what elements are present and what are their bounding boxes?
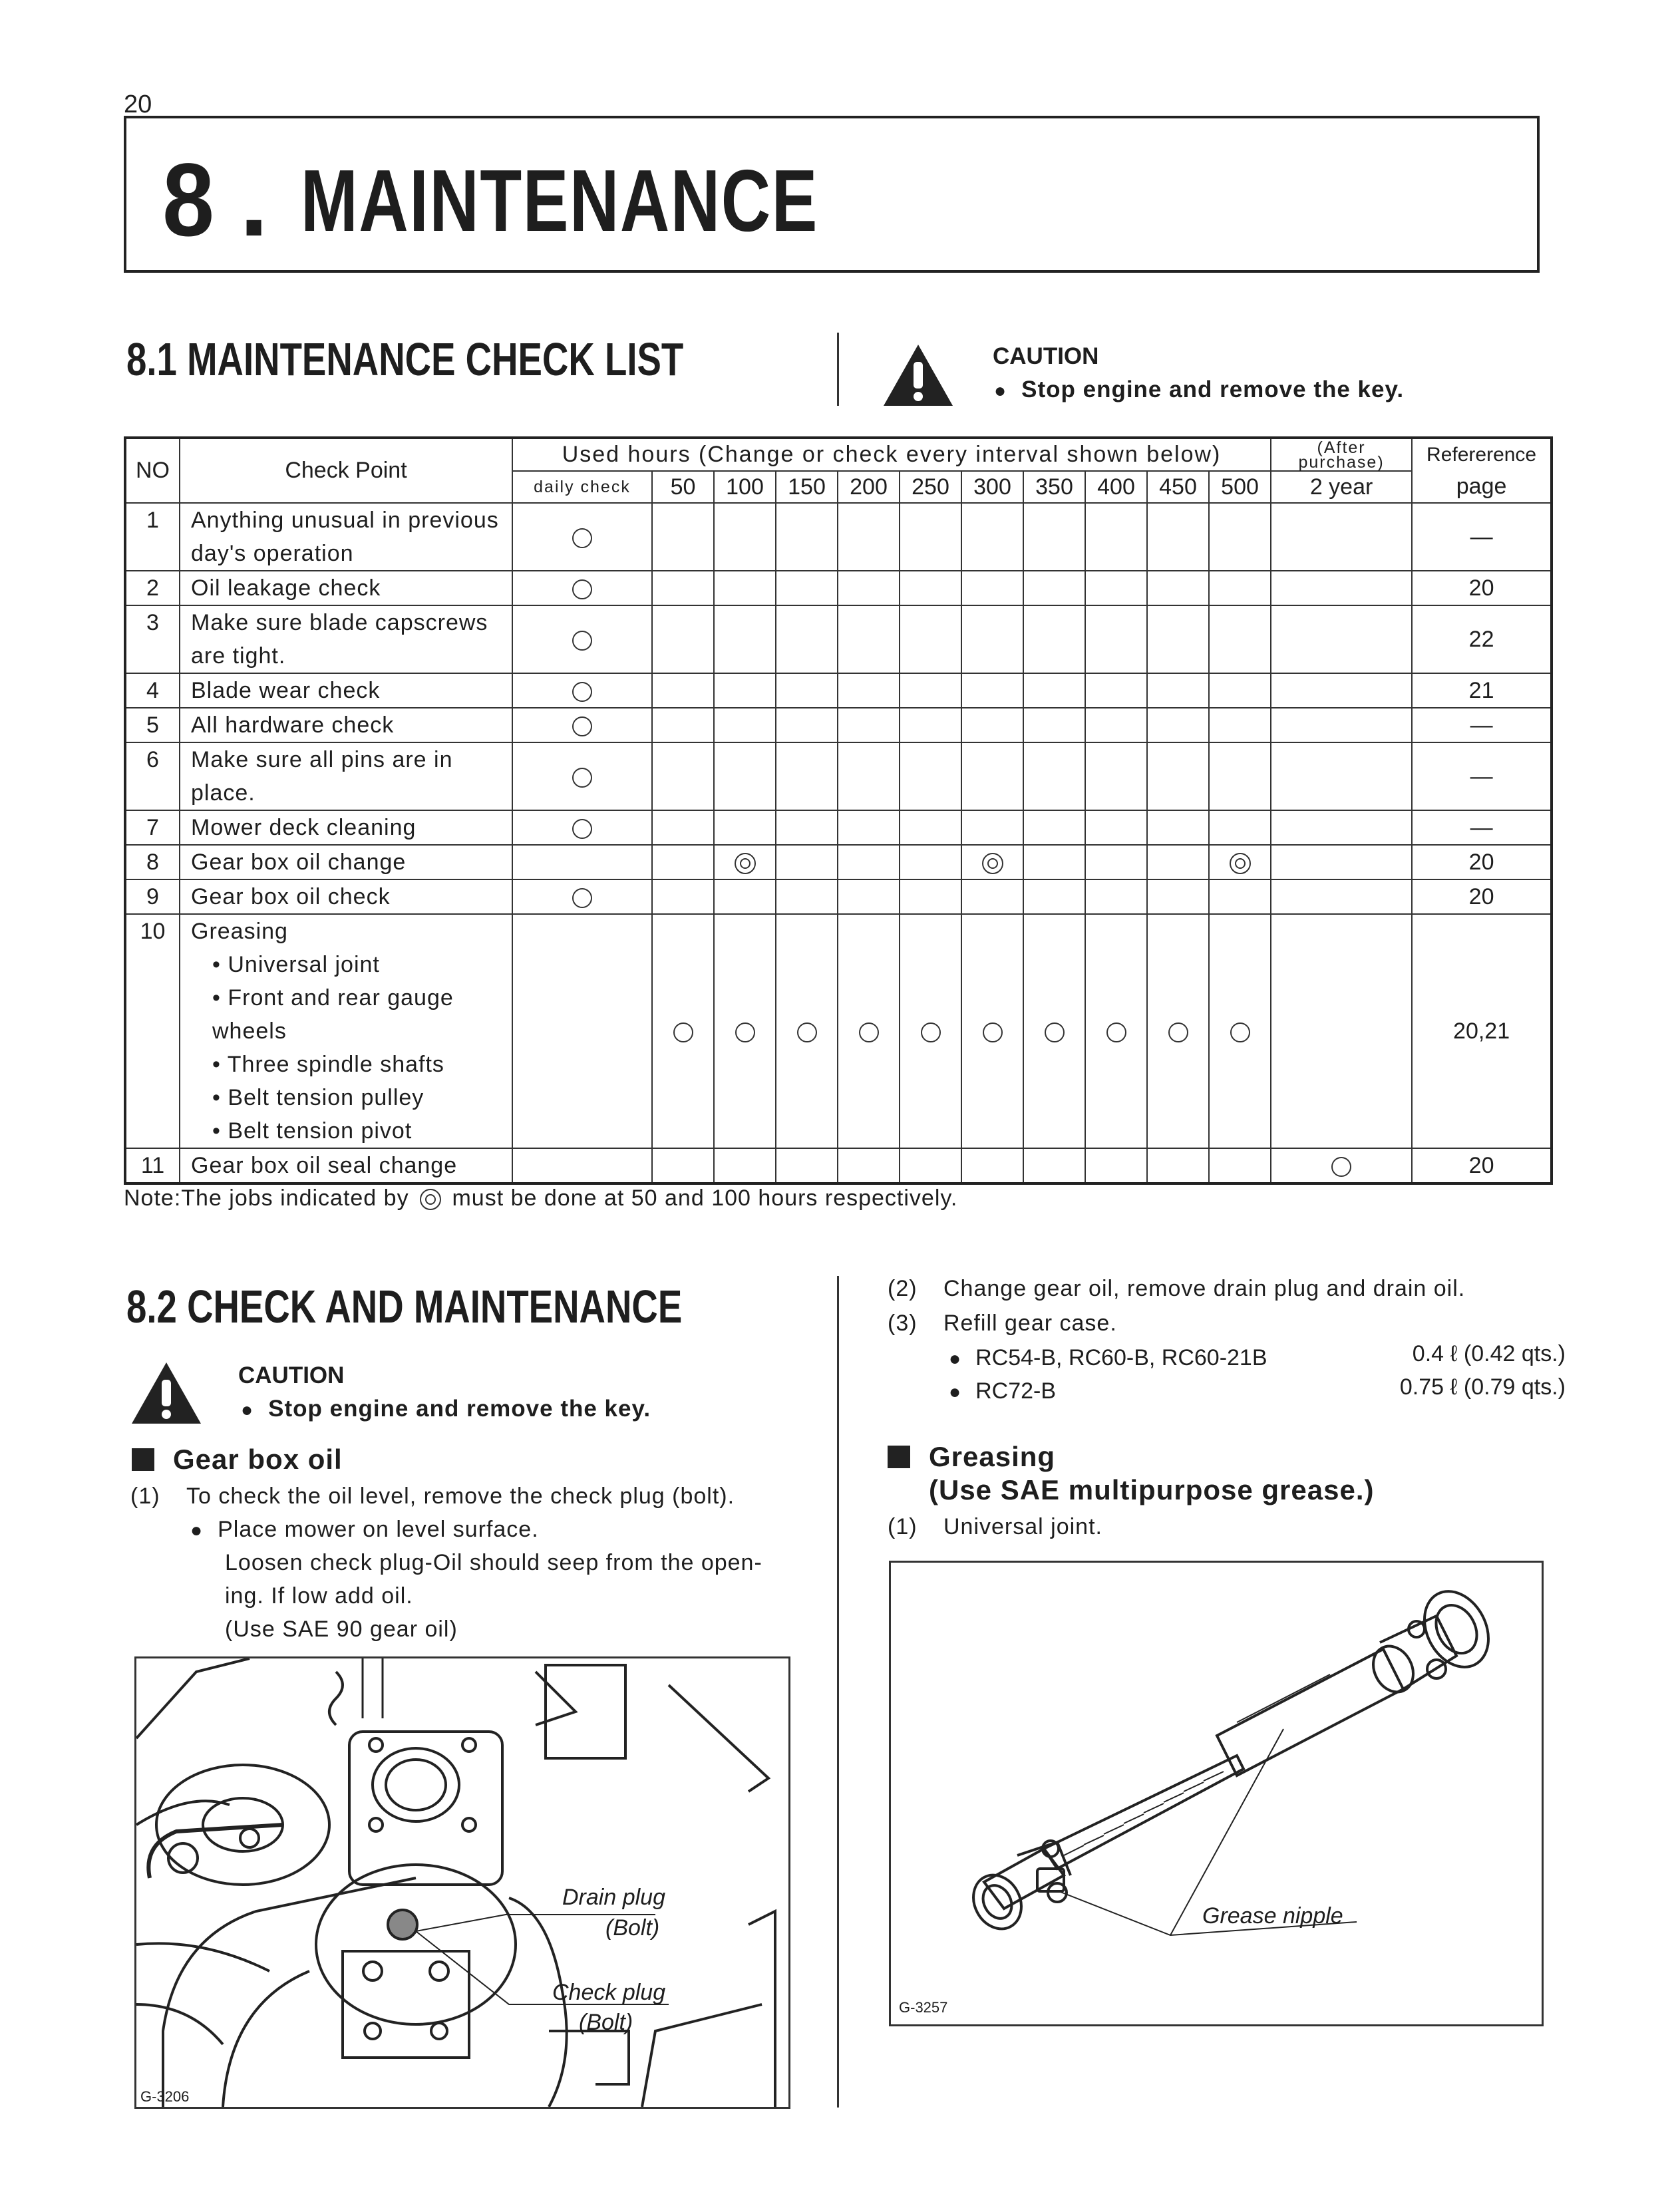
step-3-number: (3) [888, 1311, 918, 1336]
step-1-line: ing. If low add oil. [225, 1583, 413, 1609]
row-check-point: Gear box oil check [180, 879, 512, 914]
refill-model: ● RC72-B [949, 1378, 1056, 1404]
row-ref: 21 [1412, 673, 1552, 708]
check-mark [921, 1022, 941, 1042]
chapter-title: MAINTENANCE [301, 152, 818, 249]
step-1-line: Loosen check plug-Oil should seep from the open- [225, 1550, 762, 1575]
header-reference: Refererence [1412, 438, 1552, 471]
header-hour: 500 [1209, 471, 1271, 503]
note-prefix: Note:The jobs indicated by [124, 1185, 409, 1211]
header-used-hours: Used hours (Change or check every interval shown below) [512, 438, 1271, 471]
row-no: 6 [125, 742, 180, 810]
row-ref: — [1412, 503, 1552, 571]
step-2-number: (2) [888, 1276, 918, 1301]
step-1-number: (1) [130, 1484, 160, 1509]
header-no: NO [125, 438, 180, 503]
header-hour: 150 [776, 471, 838, 503]
figure-code: G-3257 [899, 1999, 948, 2016]
check-plug-label: Check plug [552, 1980, 666, 2005]
grease-1-number: (1) [888, 1514, 918, 1539]
row-no: 8 [125, 845, 180, 879]
check-mark [1168, 1022, 1188, 1042]
row-check-point: Oil leakage check [180, 571, 512, 605]
table-row [125, 914, 1552, 1148]
check-mark [572, 579, 592, 599]
row-ref: 20 [1412, 571, 1552, 605]
section-8-1-title: 8.1 MAINTENANCE CHECK LIST [126, 333, 684, 385]
table-row [125, 879, 1552, 914]
check-mark [572, 528, 592, 548]
row-no: 10 [125, 914, 180, 1148]
row-no: 5 [125, 708, 180, 742]
grease-nipple-label: Grease nipple [1202, 1903, 1343, 1929]
universal-joint-illustration [891, 1563, 1542, 2024]
step-3-text: Refill gear case. [943, 1311, 1117, 1336]
note-suffix: must be done at 50 and 100 hours respectively. [452, 1185, 958, 1211]
refill-model: ● RC54-B, RC60-B, RC60-21B [949, 1345, 1267, 1371]
check-mark [572, 888, 592, 908]
table-row [125, 1148, 1552, 1183]
double-check-mark [982, 853, 1003, 874]
gearbox-illustration [136, 1658, 788, 2107]
row-ref: 20 [1412, 879, 1552, 914]
warning-icon [130, 1361, 202, 1425]
page-number: 20 [124, 90, 152, 118]
column-divider [837, 1276, 839, 2108]
greasing-subitem: • Belt tension pulley [212, 1085, 424, 1110]
double-check-mark [1230, 853, 1251, 874]
table-row [125, 673, 1552, 708]
double-check-mark [420, 1189, 441, 1210]
table-row [125, 810, 1552, 845]
header-hour: 50 [652, 471, 714, 503]
header-page: page [1412, 471, 1552, 503]
table-row [125, 708, 1552, 742]
row-no: 4 [125, 673, 180, 708]
header-two-year: 2 year [1271, 471, 1412, 503]
header-daily-check: daily check [512, 471, 652, 503]
check-mark [1106, 1022, 1126, 1042]
universal-joint-figure [889, 1561, 1544, 2026]
row-check-point: Mower deck cleaning [180, 810, 512, 845]
greasing-subitem: • Belt tension pivot [212, 1118, 413, 1144]
drain-bolt-label: (Bolt) [605, 1915, 660, 1941]
step-2-text: Change gear oil, remove drain plug and drain oil. [943, 1276, 1466, 1301]
table-row [125, 571, 1552, 605]
row-ref: — [1412, 742, 1552, 810]
check-mark [572, 819, 592, 839]
greasing-subheading: (Use SAE multipurpose grease.) [929, 1474, 1375, 1505]
figure-code: G-3206 [140, 2088, 190, 2105]
warning-icon [882, 343, 954, 407]
gearbox-figure [134, 1656, 790, 2109]
header-hour: 250 [900, 471, 961, 503]
row-no: 7 [125, 810, 180, 845]
refill-amount: 0.75 ℓ (0.79 qts.) [1399, 1374, 1566, 1400]
caution-title-2: CAUTION [238, 1362, 345, 1388]
row-ref: — [1412, 810, 1552, 845]
table-note [124, 1185, 957, 1211]
header-hour: 100 [714, 471, 776, 503]
check-mark [572, 631, 592, 651]
drain-plug-label: Drain plug [562, 1885, 665, 1910]
table-row [125, 503, 1552, 571]
row-check-point: Make sure blade capscrews are tight. [180, 605, 512, 673]
maintenance-check-table [124, 436, 1553, 1185]
check-bolt-label: (Bolt) [579, 2010, 633, 2035]
double-check-mark [735, 853, 756, 874]
row-check-point: Gear box oil seal change [180, 1148, 512, 1183]
row-check-point: Gear box oil change [180, 845, 512, 879]
divider [837, 333, 839, 406]
row-check-point: Make sure all pins are in place. [180, 742, 512, 810]
row-no: 1 [125, 503, 180, 571]
header-hour: 300 [961, 471, 1023, 503]
step-1-line: (Use SAE 90 gear oil) [225, 1617, 458, 1642]
step-1-text: To check the oil level, remove the check plug (bolt). [186, 1484, 735, 1509]
row-check-point: Blade wear check [180, 673, 512, 708]
greasing-subitem: • Universal joint [212, 952, 380, 977]
row-check-point: Greasing [191, 919, 288, 944]
header-hour: 400 [1085, 471, 1147, 503]
row-check-point: All hardware check [180, 708, 512, 742]
row-ref: 20,21 [1412, 914, 1552, 1148]
square-bullet-icon [132, 1448, 154, 1471]
check-mark [572, 682, 592, 702]
row-ref: 20 [1412, 1148, 1552, 1183]
header-hour: 350 [1023, 471, 1085, 503]
check-mark [983, 1022, 1003, 1042]
check-mark [797, 1022, 817, 1042]
check-mark [572, 768, 592, 788]
check-mark [1230, 1022, 1250, 1042]
header-hour: 200 [838, 471, 900, 503]
row-ref: 22 [1412, 605, 1552, 673]
greasing-subitem: • Front and rear gauge wheels [212, 985, 454, 1044]
row-ref: 20 [1412, 845, 1552, 879]
table-row [125, 742, 1552, 810]
check-mark [572, 716, 592, 736]
section-8-2-title: 8.2 CHECK AND MAINTENANCE [126, 1281, 683, 1332]
chapter-number: 8 [162, 142, 212, 258]
row-no: 9 [125, 879, 180, 914]
check-mark [735, 1022, 755, 1042]
row-ref: — [1412, 708, 1552, 742]
grease-1-text: Universal joint. [943, 1514, 1102, 1539]
header-after-purchase: (After purchase) [1271, 438, 1412, 471]
caution-text-2: ● Stop engine and remove the key. [241, 1396, 651, 1422]
table-row [125, 605, 1552, 673]
caution-text-1: ● Stop engine and remove the key. [994, 377, 1404, 403]
chapter-dot: . [240, 142, 269, 258]
square-bullet-icon [888, 1446, 910, 1468]
check-mark [1045, 1022, 1065, 1042]
greasing-subitem: • Three spindle shafts [212, 1052, 444, 1077]
check-mark [859, 1022, 879, 1042]
row-no: 11 [125, 1148, 180, 1183]
row-no: 2 [125, 571, 180, 605]
greasing-heading: Greasing [888, 1441, 1055, 1473]
row-check-point: Anything unusual in previous day's operation [180, 503, 512, 571]
header-hour: 450 [1147, 471, 1209, 503]
row-no: 3 [125, 605, 180, 673]
gearbox-oil-heading: Gear box oil [132, 1444, 343, 1476]
caution-title-1: CAUTION [993, 343, 1099, 369]
refill-amount: 0.4 ℓ (0.42 qts.) [1412, 1341, 1566, 1366]
check-mark [1331, 1157, 1351, 1177]
table-row [125, 845, 1552, 879]
header-check-point: Check Point [180, 438, 512, 503]
step-1-bullet: ● Place mower on level surface. [190, 1517, 539, 1543]
check-mark [673, 1022, 693, 1042]
